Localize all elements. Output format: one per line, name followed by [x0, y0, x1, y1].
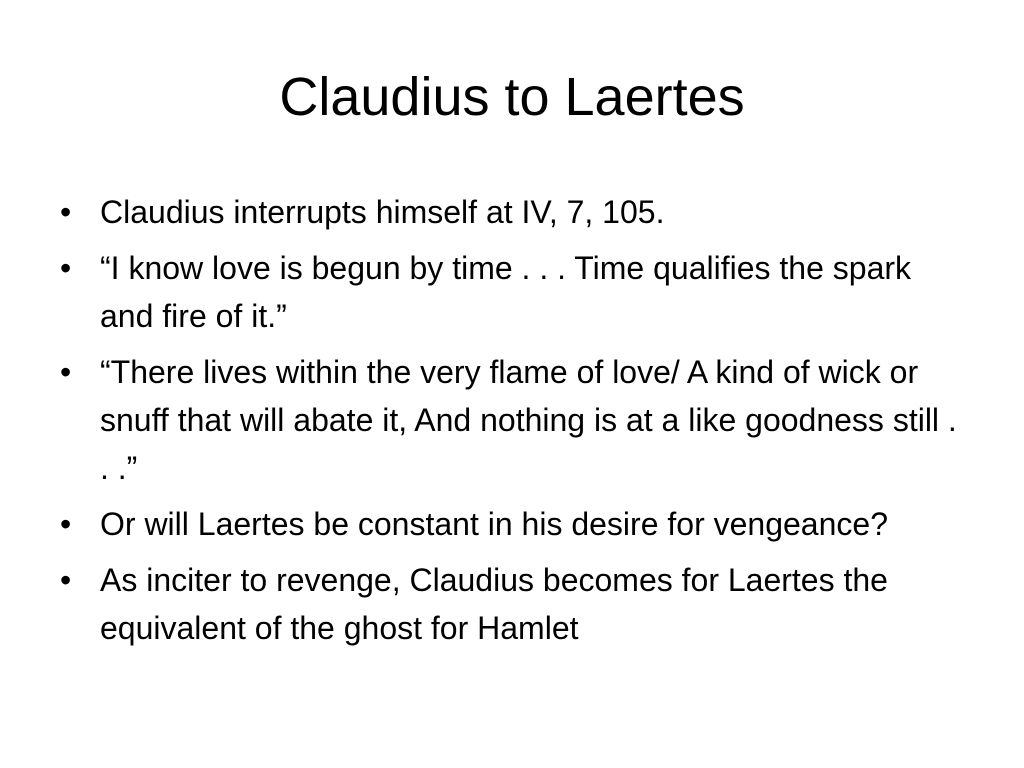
- list-item: [60, 244, 960, 340]
- bullet-text: Claudius interrupts himself at IV, 7, 105.: [100, 194, 665, 230]
- bullet-point: •: [60, 250, 72, 286]
- bullet-text: “There lives within the very flame of love/ A kind of wick or snuff that will abate it, And nothing is at a like goodness still . . .”: [100, 354, 957, 486]
- list-item: [60, 500, 960, 548]
- bullet-point: •: [60, 562, 72, 598]
- bullet-point: •: [60, 194, 72, 230]
- bullet-text: As inciter to revenge, Claudius becomes for Laertes the equivalent of the ghost for Hamlet: [100, 562, 888, 646]
- list-item: [60, 556, 960, 652]
- bullet-point: •: [60, 506, 72, 542]
- bullet-text: “I know love is begun by time . . . Time qualifies the spark and fire of it.”: [100, 250, 912, 334]
- slide-title: Claudius to Laertes: [279, 67, 745, 127]
- list-item: [60, 188, 960, 236]
- bullet-list: [60, 188, 960, 660]
- list-item: [60, 348, 960, 492]
- bullet-text: Or will Laertes be constant in his desire for vengeance?: [100, 506, 888, 542]
- bullet-point: •: [60, 354, 72, 390]
